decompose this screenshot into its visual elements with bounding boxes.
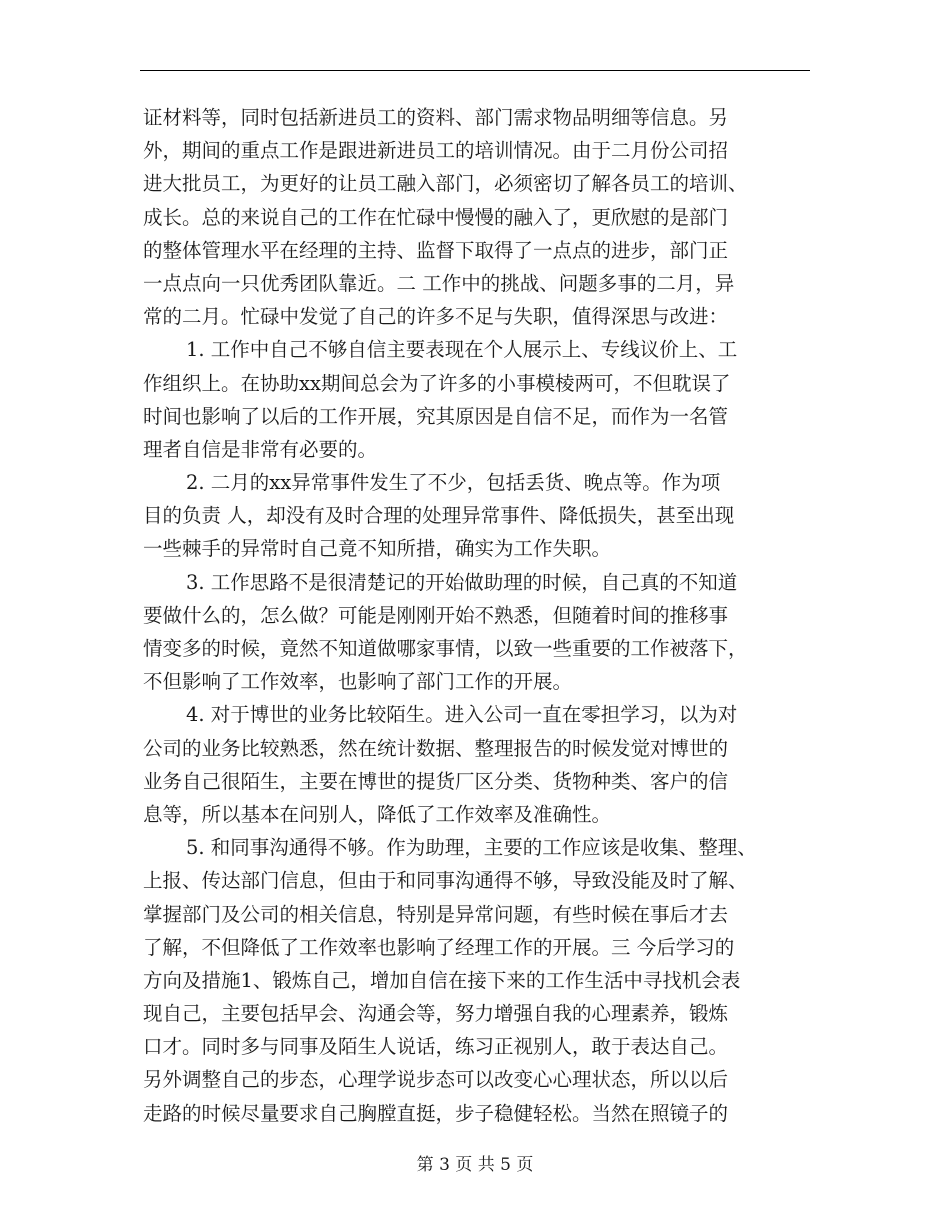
- text-line: 业务自己很陌生，主要在博世的提货厂区分类、货物种类、客户的信: [143, 769, 729, 793]
- text-line: 3. 工作思路不是很清楚记的开始做助理的时候，自己真的不知道: [186, 570, 738, 594]
- text-line: 作组织上。在协助xx期间总会为了许多的小事模棱两可，不但耽误了: [143, 371, 731, 395]
- text-line: 成长。总的来说自己的工作在忙碌中慢慢的融入了，更欣慰的是部门: [143, 205, 729, 229]
- text-line: 现自己，主要包括早会、沟通会等，努力增强自我的心理素养，锻炼: [143, 1002, 729, 1026]
- text-line: 一点点向一只优秀团队靠近。二 工作中的挑战、问题多事的二月，异: [143, 271, 735, 295]
- text-line: 4. 对于博世的业务比较陌生。进入公司一直在零担学习，以为对: [186, 703, 738, 727]
- text-line: 一些棘手的异常时自己竟不知所措，确实为工作失职。: [143, 537, 612, 561]
- text-line: 了解，不但降低了工作效率也影响了经理工作的开展。三 今后学习的: [143, 935, 735, 959]
- text-line: 掌握部门及公司的相关信息，特别是异常问题，有些时候在事后才去: [143, 902, 729, 926]
- text-line: 常的二月。忙碌中发觉了自己的许多不足与失职，值得深思与改进：: [143, 305, 729, 329]
- text-line: 理者自信是非常有必要的。: [143, 437, 378, 461]
- text-line: 另外调整自己的步态，心理学说步态可以改变心心理状态，所以以后: [143, 1068, 729, 1092]
- text-line: 外，期间的重点工作是跟进新进员工的培训情况。由于二月份公司招: [143, 139, 729, 163]
- text-line: 情变多的时候，竟然不知道做哪家事情，以致一些重要的工作被落下，: [143, 637, 748, 660]
- text-line: 的整体管理水平在经理的主持、监督下取得了一点点的进步，部门正: [143, 238, 729, 262]
- text-line: 2. 二月的xx异常事件发生了不少，包括丢货、晚点等。作为项: [186, 471, 721, 495]
- page-number-label: 第 3 页 共 5 页: [416, 1155, 534, 1175]
- text-line: 上报、传达部门信息，但由于和同事沟通得不够，导致没能及时了解、: [143, 869, 748, 893]
- text-line: 证材料等，同时包括新进员工的资料、部门需求物品明细等信息。另: [143, 106, 729, 129]
- text-line: 走路的时候尽量要求自己胸膛直挺，步子稳健轻松。当然在照镜子的: [143, 1101, 729, 1125]
- text-line: 公司的业务比较熟悉，然在统计数据、整理报告的时候发觉对博世的: [143, 736, 729, 760]
- text-line: 进大批员工，为更好的让员工融入部门，必须密切了解各员工的培训、: [143, 172, 748, 196]
- text-line: 要做什么的，怎么做？可能是刚刚开始不熟悉，但随着时间的推移事: [143, 603, 729, 627]
- text-line: 方向及措施1、锻炼自己，增加自信在接下来的工作生活中寻找机会表: [143, 968, 741, 992]
- text-line: 5. 和同事沟通得不够。作为助理，主要的工作应该是收集、整理、: [186, 836, 757, 860]
- page-footer: [0, 1154, 950, 1176]
- text-line: 不但影响了工作效率，也影响了部门工作的开展。: [143, 670, 573, 694]
- text-line: 口才。同时多与同事及陌生人说话，练习正视别人，敢于表达自己。: [143, 1035, 729, 1059]
- text-line: 时间也影响了以后的工作开展，究其原因是自信不足，而作为一名管: [143, 404, 729, 428]
- text-line: 息等，所以基本在问别人，降低了工作效率及准确性。: [143, 802, 612, 826]
- document-body: [143, 101, 815, 1130]
- text-line: 目的负责 人，却没有及时合理的处理异常事件、降低损失，甚至出现: [143, 504, 735, 528]
- header-rule: [140, 70, 810, 71]
- text-line: 1. 工作中自己不够自信主要表现在个人展示上、专线议价上、工: [186, 338, 738, 362]
